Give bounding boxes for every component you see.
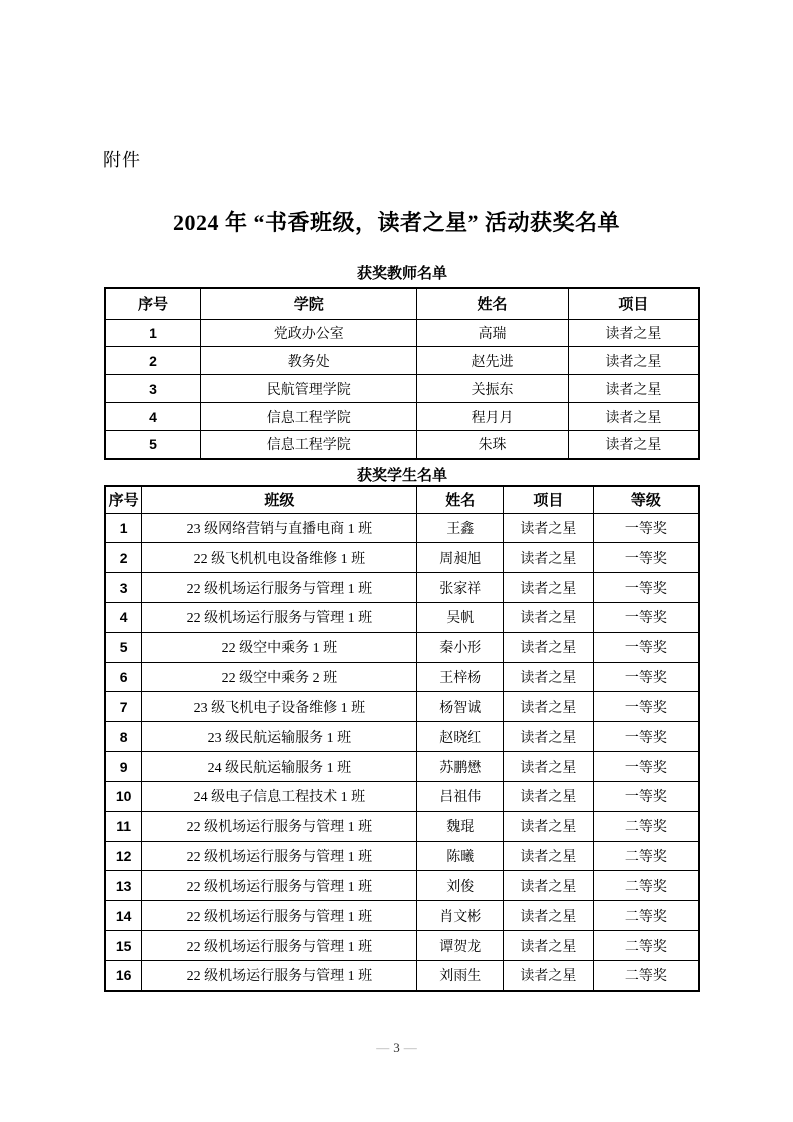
table-cell: 13: [105, 871, 142, 901]
table-cell: 一等奖: [593, 573, 699, 603]
header-row: [105, 288, 699, 319]
table-cell: 魏琨: [417, 811, 504, 841]
table-cell: 6: [105, 662, 142, 692]
table-cell: 读者之星: [504, 871, 594, 901]
table-cell: 王鑫: [417, 513, 504, 543]
teacher-table: [104, 287, 700, 460]
table-row: [105, 632, 699, 662]
footer-left-dash: —: [376, 1040, 390, 1055]
table-cell: 读者之星: [504, 692, 594, 722]
table-cell: 信息工程学院: [201, 403, 417, 431]
table-cell: 22 级机场运行服务与管理 1 班: [142, 901, 417, 931]
table-cell: 党政办公室: [201, 319, 417, 347]
table-cell: 5: [105, 430, 201, 459]
table-row: [105, 602, 699, 632]
table-cell: 11: [105, 811, 142, 841]
table-cell: 22 级机场运行服务与管理 1 班: [142, 602, 417, 632]
table-cell: 22 级机场运行服务与管理 1 班: [142, 871, 417, 901]
table-row: [105, 692, 699, 722]
table-cell: 一等奖: [593, 722, 699, 752]
table-cell: 24 级民航运输服务 1 班: [142, 752, 417, 782]
table-cell: 读者之星: [504, 752, 594, 782]
table-cell: 23 级民航运输服务 1 班: [142, 722, 417, 752]
footer-page-number: 3: [393, 1040, 400, 1055]
table-cell: 读者之星: [504, 960, 594, 991]
table-cell: 23 级飞机电子设备维修 1 班: [142, 692, 417, 722]
table-cell: 苏鹏懋: [417, 752, 504, 782]
table-cell: 陈曦: [417, 841, 504, 871]
column-header: 项目: [568, 288, 699, 319]
table-row: [105, 960, 699, 991]
table-cell: 读者之星: [504, 781, 594, 811]
table-row: [105, 662, 699, 692]
column-header: 等级: [593, 486, 699, 513]
column-header: 序号: [105, 288, 201, 319]
table-cell: 一等奖: [593, 602, 699, 632]
table-cell: 读者之星: [504, 931, 594, 961]
table-row: [105, 543, 699, 573]
table-row: [105, 375, 699, 403]
table-cell: 15: [105, 931, 142, 961]
table-cell: 12: [105, 841, 142, 871]
header-row: [105, 486, 699, 513]
table-cell: 程月月: [417, 403, 568, 431]
column-header: 项目: [504, 486, 594, 513]
table-cell: 二等奖: [593, 871, 699, 901]
footer-right-dash: —: [403, 1040, 417, 1055]
table-cell: 一等奖: [593, 692, 699, 722]
table-row: [105, 871, 699, 901]
table-cell: 22 级空中乘务 2 班: [142, 662, 417, 692]
table-cell: 信息工程学院: [201, 430, 417, 459]
attachment-label: 附件: [103, 150, 141, 170]
table-cell: 民航管理学院: [201, 375, 417, 403]
table-row: [105, 430, 699, 459]
teacher-table-caption: 获奖教师名单: [356, 266, 447, 282]
table-cell: 9: [105, 752, 142, 782]
table-row: [105, 931, 699, 961]
table-cell: 读者之星: [504, 602, 594, 632]
table-cell: 读者之星: [504, 543, 594, 573]
table-cell: 读者之星: [504, 662, 594, 692]
table-cell: 22 级机场运行服务与管理 1 班: [142, 931, 417, 961]
table-cell: 读者之星: [504, 632, 594, 662]
table-cell: 关振东: [417, 375, 568, 403]
table-cell: 读者之星: [568, 375, 699, 403]
table-cell: 秦小形: [417, 632, 504, 662]
column-header: 班级: [142, 486, 417, 513]
table-cell: 22 级机场运行服务与管理 1 班: [142, 841, 417, 871]
table-cell: 教务处: [201, 347, 417, 375]
table-cell: 读者之星: [568, 430, 699, 459]
table-cell: 吴帆: [417, 602, 504, 632]
table-row: [105, 722, 699, 752]
table-cell: 一等奖: [593, 662, 699, 692]
table-cell: 2: [105, 543, 142, 573]
table-cell: 二等奖: [593, 841, 699, 871]
table-row: [105, 347, 699, 375]
table-cell: 高瑞: [417, 319, 568, 347]
table-row: [105, 573, 699, 603]
column-header: 序号: [105, 486, 142, 513]
table-cell: 3: [105, 573, 142, 603]
table-cell: 22 级机场运行服务与管理 1 班: [142, 811, 417, 841]
table-cell: 赵晓红: [417, 722, 504, 752]
student-table-caption: 获奖学生名单: [356, 468, 447, 484]
table-cell: 5: [105, 632, 142, 662]
table-cell: 8: [105, 722, 142, 752]
table-cell: 2: [105, 347, 201, 375]
table-cell: 谭贺龙: [417, 931, 504, 961]
table-row: [105, 841, 699, 871]
table-row: [105, 752, 699, 782]
table-cell: 读者之星: [504, 841, 594, 871]
table-cell: 读者之星: [504, 901, 594, 931]
table-cell: 二等奖: [593, 901, 699, 931]
table-cell: 读者之星: [568, 347, 699, 375]
table-cell: 一等奖: [593, 513, 699, 543]
table-cell: 读者之星: [504, 811, 594, 841]
table-cell: 读者之星: [504, 513, 594, 543]
table-cell: 读者之星: [504, 573, 594, 603]
table-row: [105, 781, 699, 811]
table-cell: 一等奖: [593, 632, 699, 662]
table-cell: 肖文彬: [417, 901, 504, 931]
column-header: 学院: [201, 288, 417, 319]
table-cell: 读者之星: [504, 722, 594, 752]
table-row: [105, 901, 699, 931]
table-row: [105, 811, 699, 841]
table-cell: 7: [105, 692, 142, 722]
table-cell: 刘雨生: [417, 960, 504, 991]
table-row: [105, 513, 699, 543]
table-row: [105, 403, 699, 431]
table-cell: 一等奖: [593, 752, 699, 782]
column-header: 姓名: [417, 486, 504, 513]
table-cell: 王梓杨: [417, 662, 504, 692]
table-cell: 22 级机场运行服务与管理 1 班: [142, 573, 417, 603]
table-cell: 二等奖: [593, 811, 699, 841]
table-cell: 杨智诚: [417, 692, 504, 722]
table-cell: 张家祥: [417, 573, 504, 603]
table-cell: 22 级飞机机电设备维修 1 班: [142, 543, 417, 573]
column-header: 姓名: [417, 288, 568, 319]
table-cell: 周昶旭: [417, 543, 504, 573]
table-cell: 读者之星: [568, 319, 699, 347]
table-cell: 读者之星: [568, 403, 699, 431]
table-cell: 4: [105, 602, 142, 632]
table-cell: 刘俊: [417, 871, 504, 901]
table-cell: 一等奖: [593, 543, 699, 573]
table-cell: 二等奖: [593, 931, 699, 961]
table-cell: 4: [105, 403, 201, 431]
table-cell: 1: [105, 319, 201, 347]
table-row: [105, 319, 699, 347]
table-cell: 1: [105, 513, 142, 543]
table-cell: 二等奖: [593, 960, 699, 991]
table-cell: 22 级空中乘务 1 班: [142, 632, 417, 662]
page-title: 2024 年 “书香班级，读者之星” 活动获奖名单: [172, 210, 620, 235]
table-cell: 3: [105, 375, 201, 403]
student-table: [104, 485, 700, 992]
table-cell: 16: [105, 960, 142, 991]
table-cell: 14: [105, 901, 142, 931]
table-cell: 吕祖伟: [417, 781, 504, 811]
table-cell: 22 级机场运行服务与管理 1 班: [142, 960, 417, 991]
table-cell: 一等奖: [593, 781, 699, 811]
table-cell: 朱珠: [417, 430, 568, 459]
table-cell: 24 级电子信息工程技术 1 班: [142, 781, 417, 811]
table-cell: 23 级网络营销与直播电商 1 班: [142, 513, 417, 543]
table-cell: 10: [105, 781, 142, 811]
page-number: [0, 1040, 793, 1056]
table-cell: 赵先进: [417, 347, 568, 375]
